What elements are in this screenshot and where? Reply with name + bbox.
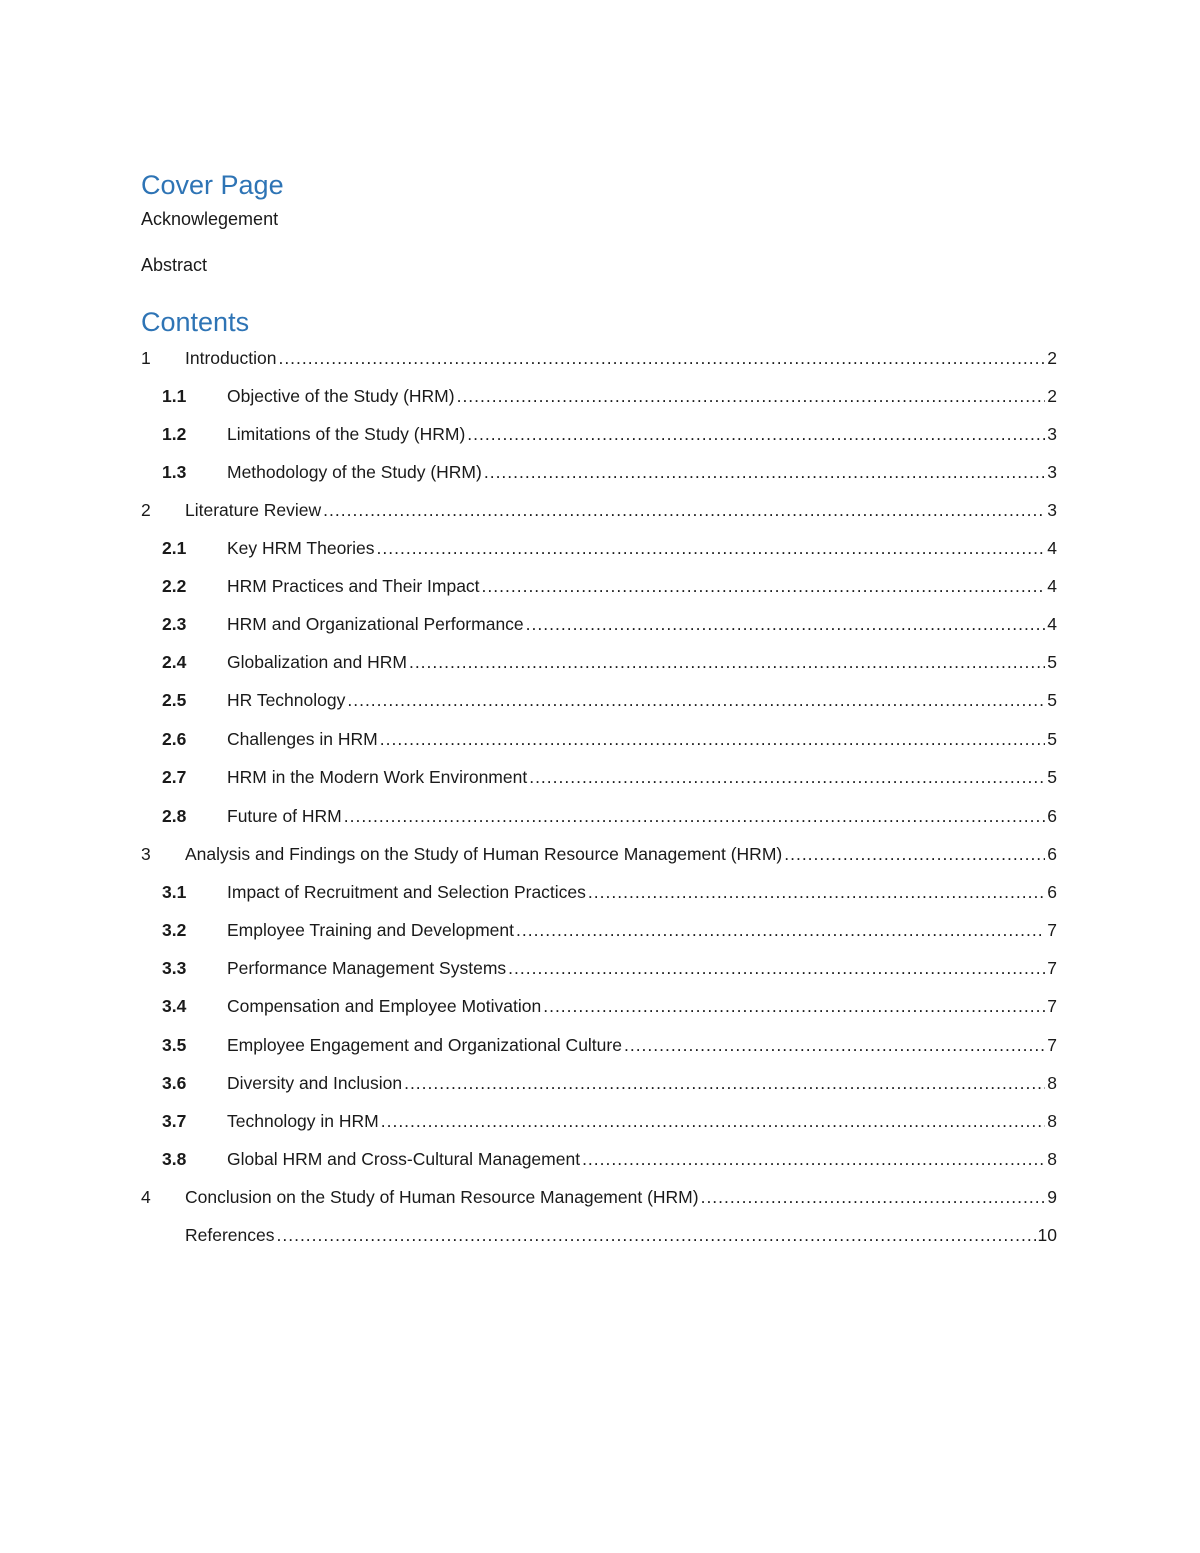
toc-title: Employee Training and Development: [227, 920, 514, 940]
toc-page-number: 8: [1047, 1149, 1057, 1169]
toc-entry[interactable]: [141, 1185, 1057, 1209]
toc-page-number: 4: [1047, 538, 1057, 558]
toc-leader: [784, 842, 1045, 866]
toc-entry[interactable]: [162, 460, 1057, 484]
toc-leader: [588, 880, 1045, 904]
toc-number: 2.1: [162, 538, 187, 558]
toc-leader: [457, 384, 1046, 408]
toc-leader: [381, 1109, 1046, 1133]
toc-leader: [508, 956, 1045, 980]
toc-title: Conclusion on the Study of Human Resource Management (HRM): [185, 1187, 699, 1207]
toc-entry[interactable]: [141, 346, 1057, 370]
toc-number: 2: [141, 500, 151, 520]
toc-page-number: 10: [1037, 1225, 1057, 1245]
toc-page-number: 8: [1047, 1073, 1057, 1093]
toc-page-number: 4: [1047, 576, 1057, 596]
toc-number: 3.7: [162, 1111, 187, 1131]
toc-leader: [409, 650, 1045, 674]
toc-entry[interactable]: [162, 1033, 1057, 1057]
toc-entry[interactable]: [141, 842, 1057, 866]
toc-leader: [404, 1071, 1045, 1095]
toc-entry[interactable]: [162, 422, 1057, 446]
toc-number: 1.1: [162, 386, 187, 406]
toc-number: 1: [141, 348, 151, 368]
toc-number: 1.3: [162, 462, 187, 482]
toc-page-number: 3: [1047, 424, 1057, 444]
toc-leader: [582, 1147, 1045, 1171]
toc-number: 2.6: [162, 729, 187, 749]
toc-title: Technology in HRM: [227, 1111, 379, 1131]
toc-entry[interactable]: [162, 956, 1057, 980]
toc-leader: [624, 1033, 1045, 1057]
toc-title: Analysis and Findings on the Study of Human Resource Management (HRM): [185, 844, 783, 864]
toc-leader: [323, 498, 1045, 522]
toc-entry[interactable]: [162, 612, 1057, 636]
toc-leader: [467, 422, 1045, 446]
toc-entry[interactable]: [162, 1147, 1057, 1171]
toc-number: 3: [141, 844, 151, 864]
toc-page-number: 5: [1047, 767, 1057, 787]
toc-number: 3.2: [162, 920, 187, 940]
toc-page-number: 5: [1047, 729, 1057, 749]
toc-leader: [484, 460, 1045, 484]
toc-page-number: 7: [1047, 958, 1057, 978]
toc-leader: [526, 612, 1046, 636]
toc-number: 3.5: [162, 1035, 187, 1055]
toc-entry[interactable]: [141, 1223, 1057, 1247]
toc-number: 2.2: [162, 576, 187, 596]
toc-page-number: 6: [1047, 882, 1057, 902]
toc-entry[interactable]: [162, 765, 1057, 789]
toc-title: Diversity and Inclusion: [227, 1073, 403, 1093]
abstract-line: Abstract: [141, 255, 208, 275]
toc-page-number: 8: [1047, 1111, 1057, 1131]
toc-number: 4: [141, 1187, 151, 1207]
toc-leader: [482, 574, 1046, 598]
toc-title: Impact of Recruitment and Selection Practices: [227, 882, 586, 902]
toc-page-number: 6: [1047, 806, 1057, 826]
toc-title: Future of HRM: [227, 806, 342, 826]
cover-page-heading: Cover Page: [141, 170, 284, 200]
toc-number: 2.4: [162, 652, 187, 672]
toc-number: 3.4: [162, 996, 187, 1016]
toc-entry[interactable]: [162, 688, 1057, 712]
toc-title: References: [185, 1225, 275, 1245]
toc-number: 2.5: [162, 690, 187, 710]
toc-title: Objective of the Study (HRM): [227, 386, 455, 406]
toc-entry[interactable]: [162, 918, 1057, 942]
toc-number: 3.1: [162, 882, 187, 902]
toc-title: HRM Practices and Their Impact: [227, 576, 480, 596]
toc-leader: [347, 688, 1045, 712]
toc-page-number: 7: [1047, 1035, 1057, 1055]
toc-number: 2.7: [162, 767, 187, 787]
toc-entry[interactable]: [162, 880, 1057, 904]
toc-number: 3.6: [162, 1073, 187, 1093]
toc-number: 1.2: [162, 424, 187, 444]
toc-leader: [377, 536, 1046, 560]
toc-title: Employee Engagement and Organizational Culture: [227, 1035, 622, 1055]
toc-number: 2.3: [162, 614, 187, 634]
toc-title: Globalization and HRM: [227, 652, 407, 672]
toc-entry[interactable]: [162, 727, 1057, 751]
toc-number: 3.3: [162, 958, 187, 978]
toc-entry[interactable]: [162, 1109, 1057, 1133]
toc-title: Compensation and Employee Motivation: [227, 996, 542, 1016]
contents-heading: Contents: [141, 307, 250, 337]
toc-page-number: 9: [1047, 1187, 1057, 1207]
toc-page-number: 2: [1047, 348, 1057, 368]
toc-entry[interactable]: [162, 1071, 1057, 1095]
toc-leader: [516, 918, 1045, 942]
toc-page-number: 7: [1047, 920, 1057, 940]
toc-page-number: 3: [1047, 462, 1057, 482]
toc-title: Methodology of the Study (HRM): [227, 462, 482, 482]
toc-page-number: 7: [1047, 996, 1057, 1016]
toc-page-number: 2: [1047, 386, 1057, 406]
toc-title: Key HRM Theories: [227, 538, 375, 558]
toc-title: HRM and Organizational Performance: [227, 614, 524, 634]
toc-entry[interactable]: [162, 650, 1057, 674]
toc-title: Limitations of the Study (HRM): [227, 424, 466, 444]
toc-title: Introduction: [185, 348, 277, 368]
toc-leader: [529, 765, 1045, 789]
toc-title: Literature Review: [185, 500, 322, 520]
toc-leader: [543, 994, 1045, 1018]
toc-entry[interactable]: [162, 384, 1057, 408]
toc-title: Performance Management Systems: [227, 958, 507, 978]
acknowledgement-line: Acknowlegement: [141, 209, 279, 229]
toc-leader: [344, 804, 1046, 828]
toc-entry[interactable]: [162, 536, 1057, 560]
toc-number: 3.8: [162, 1149, 187, 1169]
toc-entry[interactable]: [162, 994, 1057, 1018]
toc-leader: [380, 727, 1046, 751]
toc-entry[interactable]: [141, 498, 1057, 522]
toc-page-number: 4: [1047, 614, 1057, 634]
toc-title: HRM in the Modern Work Environment: [227, 767, 528, 787]
toc-leader: [701, 1185, 1046, 1209]
toc-entry[interactable]: [162, 574, 1057, 598]
toc-page-number: 6: [1047, 844, 1057, 864]
toc-leader: [277, 1223, 1036, 1247]
toc-title: HR Technology: [227, 690, 346, 710]
toc-page-number: 5: [1047, 652, 1057, 672]
toc-title: Global HRM and Cross-Cultural Management: [227, 1149, 581, 1169]
toc-page-number: 5: [1047, 690, 1057, 710]
toc-entry[interactable]: [162, 804, 1057, 828]
toc-page-number: 3: [1047, 500, 1057, 520]
toc-title: Challenges in HRM: [227, 729, 378, 749]
toc-leader: [278, 346, 1045, 370]
toc-number: 2.8: [162, 806, 187, 826]
